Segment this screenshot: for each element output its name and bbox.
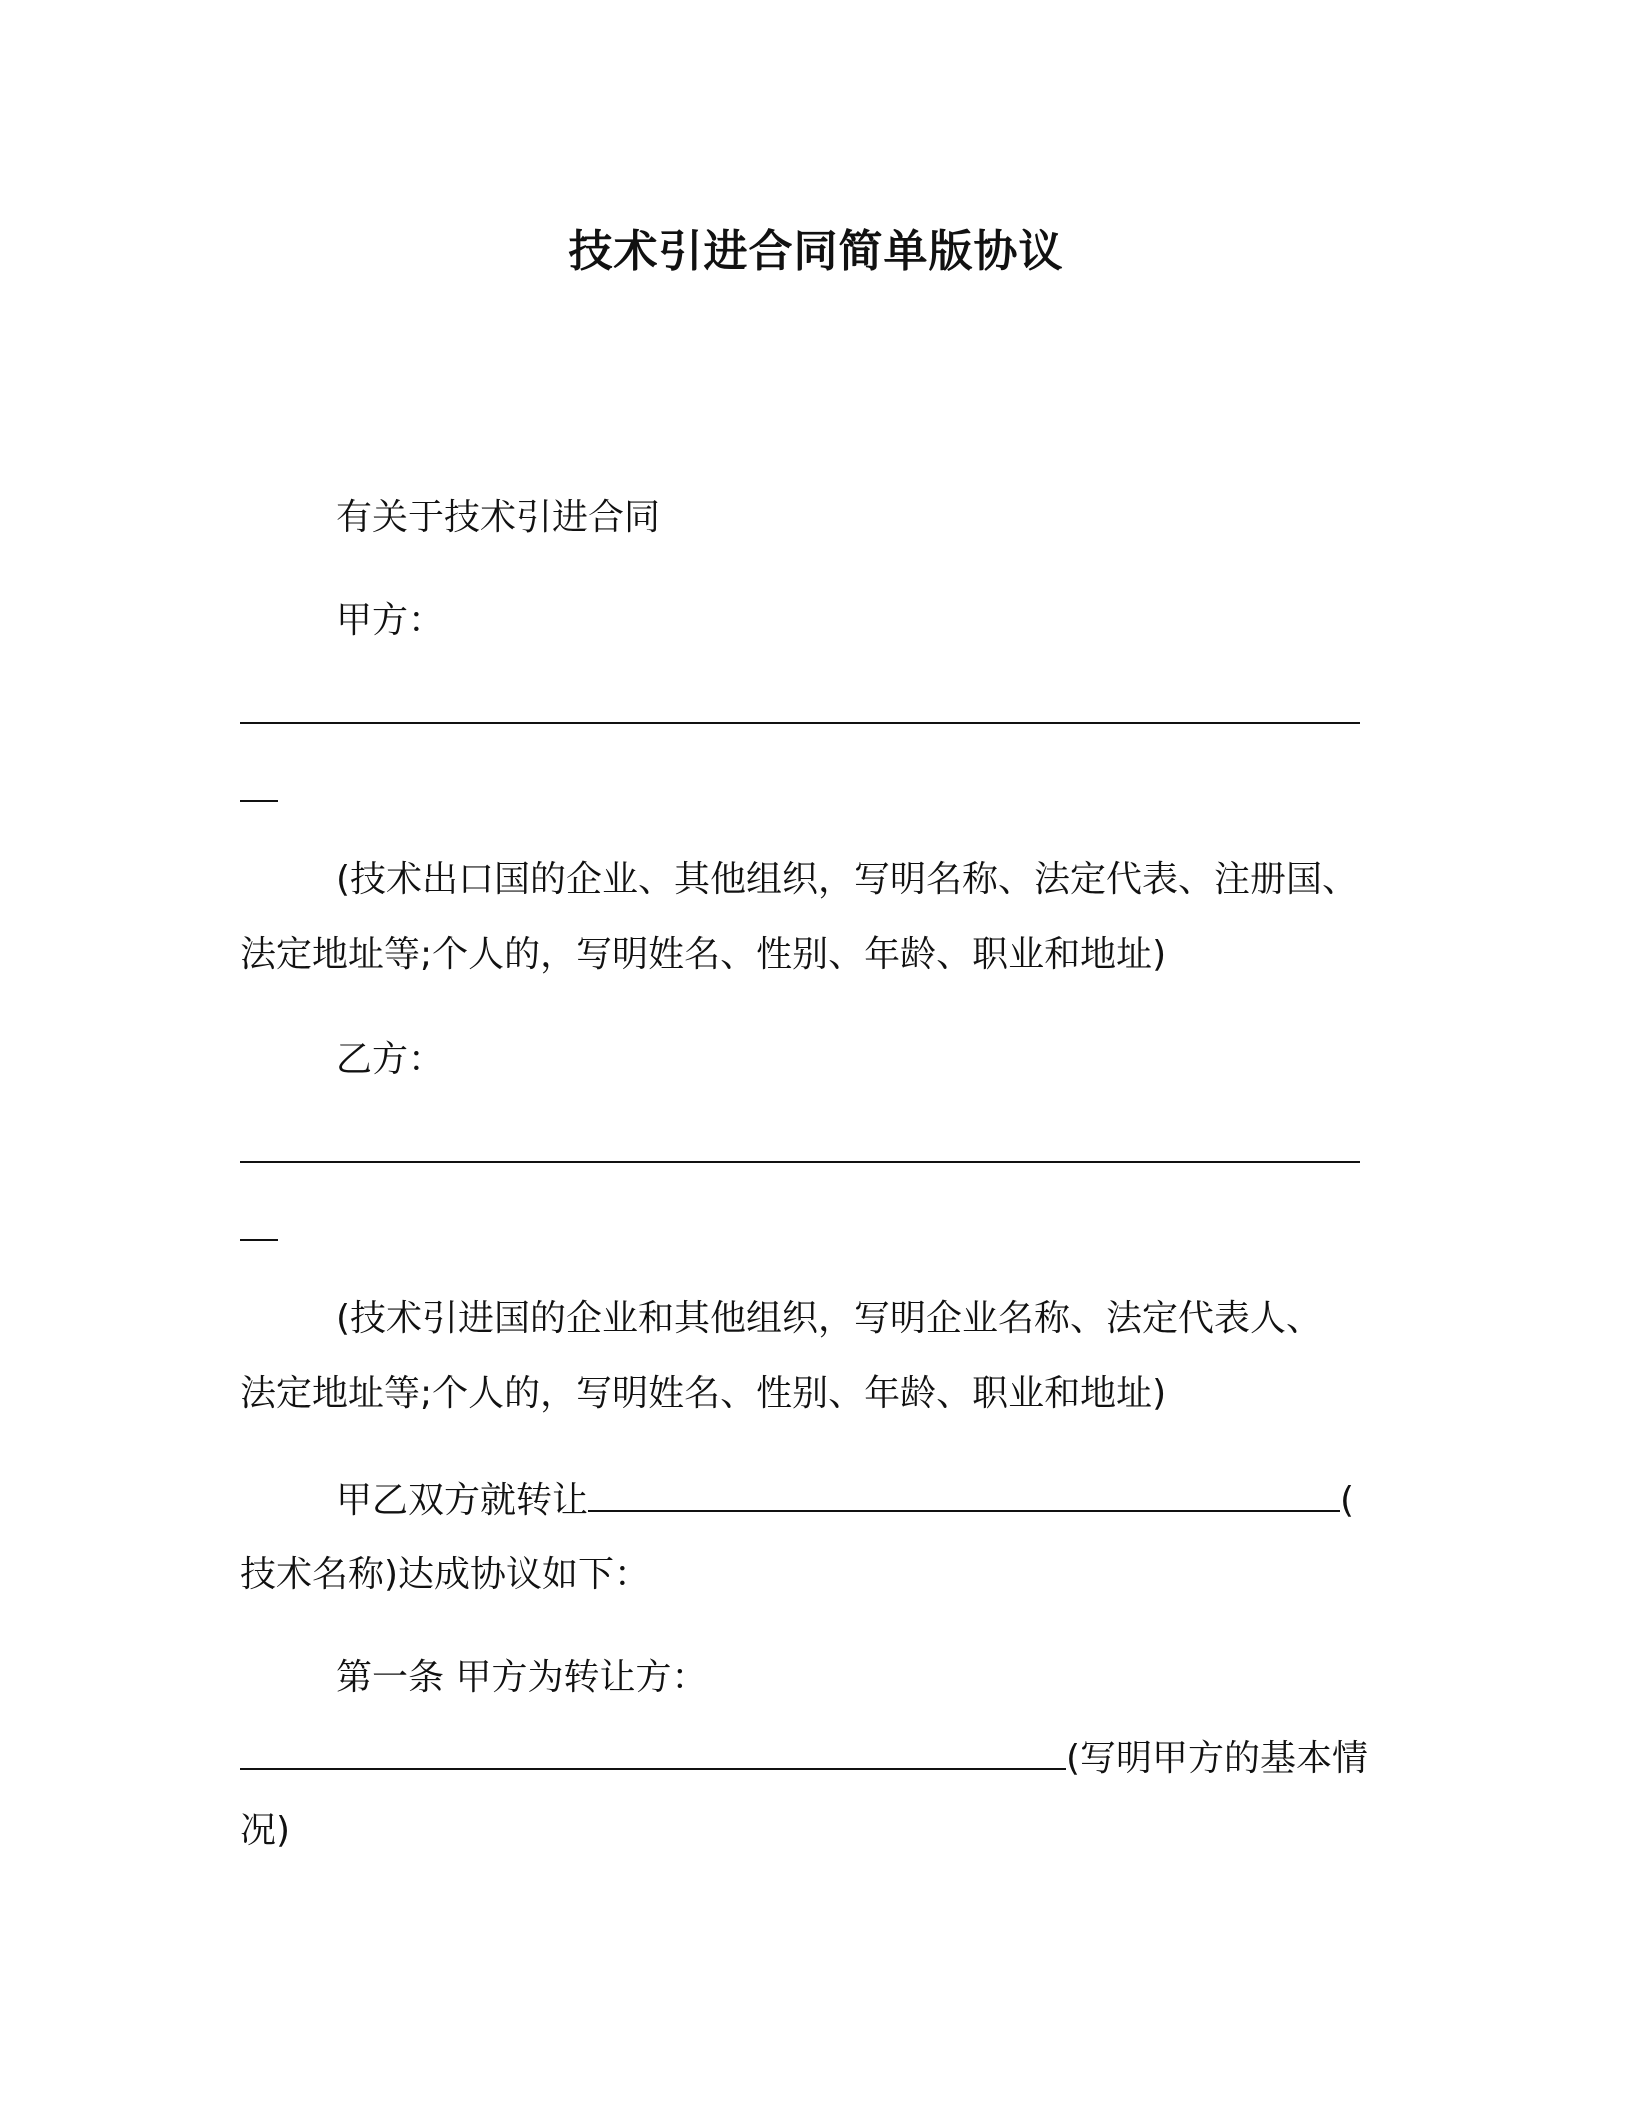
- article1-line2: 况): [240, 1810, 291, 1851]
- agreement-line: [336, 1476, 1400, 1526]
- party-a-note-line1: (技术出口国的企业、其他组织，写明名称、法定代表、注册国、: [336, 859, 1359, 900]
- party-a-basic-info-blank[interactable]: [240, 1734, 1066, 1770]
- party-b-note-line1: (技术引进国的企业和其他组织，写明企业名称、法定代表人、: [336, 1298, 1323, 1339]
- agreement-prefix: 甲乙双方就转让: [336, 1480, 589, 1521]
- party-b-label: 乙方：: [336, 1039, 445, 1080]
- party-b-blank-line[interactable]: [240, 1161, 1360, 1163]
- party-b-note-line2: 法定地址等;个人的，写明姓名、性别、年龄、职业和地址): [240, 1373, 1167, 1414]
- party-b-blank-line-continued[interactable]: [240, 1239, 278, 1241]
- party-a-label: 甲方：: [336, 600, 445, 641]
- document-subtitle: 有关于技术引进合同: [336, 497, 661, 538]
- party-a-blank-line-continued[interactable]: [240, 800, 278, 802]
- party-a-blank-line[interactable]: [240, 722, 1360, 724]
- document-title: 技术引进合同简单版协议: [568, 226, 1064, 277]
- agreement-open-paren: (: [1340, 1480, 1355, 1521]
- article1-line: [240, 1734, 1400, 1784]
- article1-suffix: (写明甲方的基本情: [1066, 1738, 1369, 1779]
- article1-heading: 第一条 甲方为转让方：: [336, 1657, 708, 1698]
- technology-name-blank[interactable]: [588, 1476, 1340, 1512]
- agreement-line2: 技术名称)达成协议如下：: [240, 1554, 651, 1595]
- party-a-note-line2: 法定地址等;个人的，写明姓名、性别、年龄、职业和地址): [240, 934, 1167, 975]
